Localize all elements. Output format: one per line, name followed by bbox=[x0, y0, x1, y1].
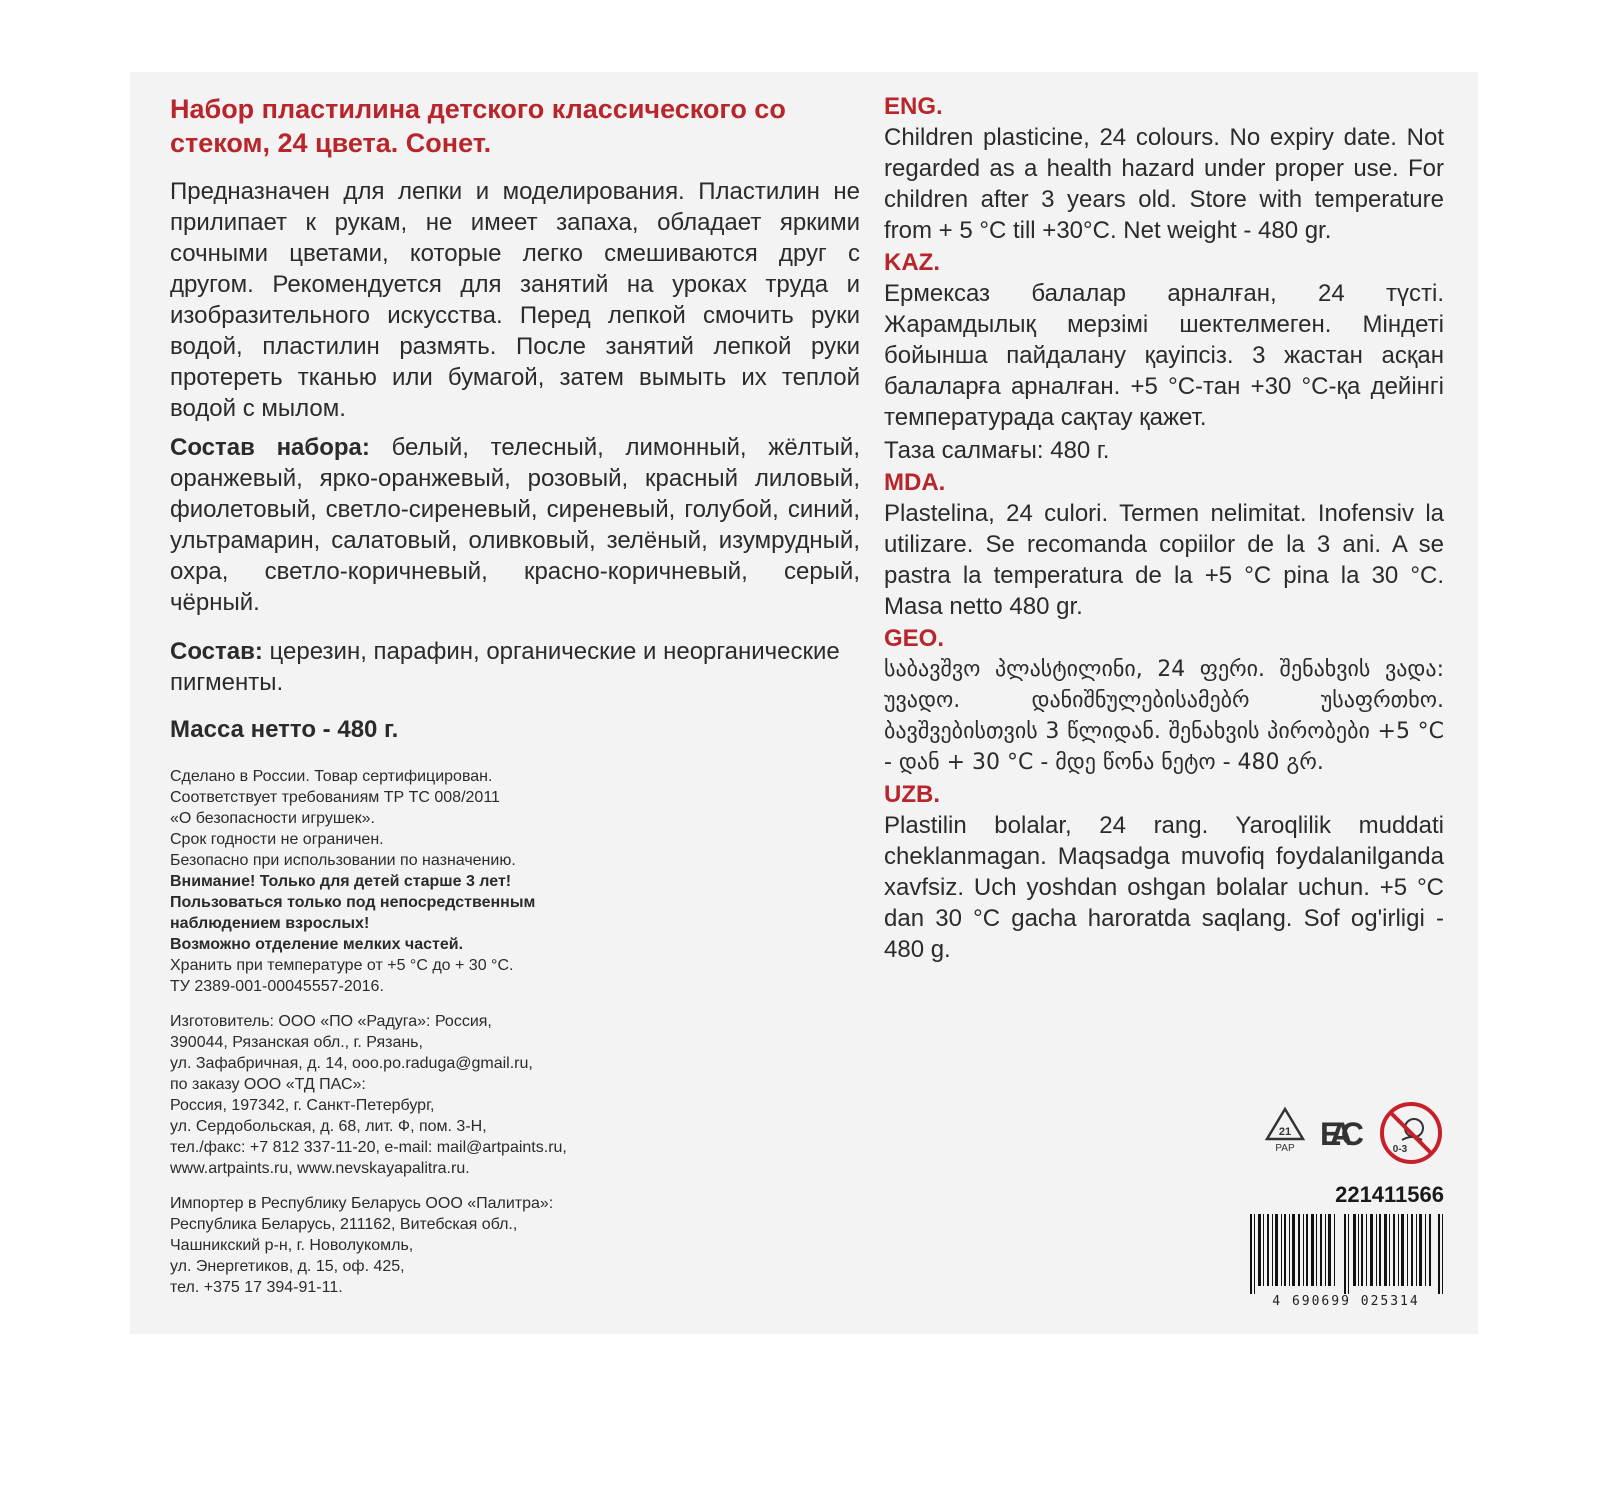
age-label: 0-3 bbox=[1392, 1144, 1408, 1155]
info-line: Безопасно при использовании по назначению. bbox=[170, 852, 516, 869]
warning-line: наблюдением взрослых! bbox=[170, 915, 370, 932]
article-number: 221411566 bbox=[1335, 1182, 1444, 1207]
lang-weight-kaz: Таза салмағы: 480 г. bbox=[884, 437, 1110, 464]
info-block bbox=[170, 766, 860, 997]
label-panel bbox=[130, 72, 1478, 1334]
certification-marks bbox=[1264, 1100, 1444, 1170]
lang-text-mda: Plastelina, 24 culori. Termen nelimitat. Inofensiv la utilizare. Se recomanda copiilor de la 3 ani. A se pastra la temperatura de la +5 °C pina la 30 °C. Masa netto 480 gr. bbox=[884, 500, 1444, 620]
importer-line: Импортер в Республику Беларусь ООО «Палитра»: bbox=[170, 1195, 554, 1212]
product-title: Набор пластилина детского классического со стеком, 24 цвета. Сонет. bbox=[170, 94, 786, 158]
importer-block bbox=[170, 1193, 860, 1298]
lang-heading-eng: ENG. bbox=[884, 93, 943, 120]
manufacturer-line: ул. Сердобольская, д. 68, лит. Ф, пом. 3-Н, bbox=[170, 1118, 487, 1135]
age-warning-icon bbox=[1378, 1100, 1444, 1166]
lang-text-kaz: Ермексаз балалар арналған, 24 түсті. Жарамдылық мерзімі шектелмеген. Міндеті бойынша пайдалану қауіпсіз. 3 жастан асқан балаларға арналған. +5 °С-тан +30 °С-қа дейінгі температурада сақтау қажет. bbox=[884, 280, 1444, 431]
importer-line: Чашникский р-н, г. Новолукомль, bbox=[170, 1237, 414, 1254]
recycle-label: PAP bbox=[1275, 1143, 1295, 1154]
lang-text-eng: Children plasticine, 24 colours. No expiry date. Not regarded as a health hazard under proper use. For children after 3 years old. Store with temperature from + 5 °C till +30°C. Net weight - 480 gr. bbox=[884, 124, 1444, 244]
info-line: Соответствует требованиям ТР ТС 008/2011 bbox=[170, 789, 500, 806]
composition-text: церезин, парафин, органические и неорганические пигменты. bbox=[170, 638, 840, 696]
russian-column bbox=[170, 92, 860, 1312]
composition-label: Состав: bbox=[170, 638, 263, 665]
storage-line: Хранить при температуре от +5 °С до + 30 °С. bbox=[170, 957, 514, 974]
info-line: Сделано в России. Товар сертифицирован. bbox=[170, 768, 493, 785]
info-line: Срок годности не ограничен. bbox=[170, 831, 384, 848]
set-composition-label: Состав набора: bbox=[170, 434, 370, 461]
manufacturer-line: по заказу ООО «ТД ПАС»: bbox=[170, 1076, 366, 1093]
barcode-digits: 4 690699 025314 bbox=[1272, 1294, 1420, 1309]
lang-heading-uzb: UZB. bbox=[884, 781, 940, 808]
importer-line: Республика Беларусь, 211162, Витебская обл., bbox=[170, 1216, 518, 1233]
manufacturer-line: www.artpaints.ru, www.nevskayapalitra.ru. bbox=[170, 1160, 470, 1177]
translations-column bbox=[884, 92, 1444, 967]
warning-line: Возможно отделение мелких частей. bbox=[170, 936, 464, 953]
warning-line: Пользоваться только под непосредственным bbox=[170, 894, 536, 911]
description-text: Предназначен для лепки и моделирования. Пластилин не прилипает к рукам, не имеет запаха, обладает яркими сочными цветами, которые легко смешиваются друг с другом. Рекомендуется для занятий на уроках труда и изобразительного искусства. Перед лепкой смочить руки водой, пластилин размять. После занятий лепкой руки протереть тканью или бумагой, затем вымыть их теплой водой с мылом. bbox=[170, 178, 860, 422]
importer-line: тел. +375 17 394-91-11. bbox=[170, 1279, 343, 1296]
manufacturer-line: 390044, Рязанская обл., г. Рязань, bbox=[170, 1034, 423, 1051]
manufacturer-line: Россия, 197342, г. Санкт-Петербург, bbox=[170, 1097, 435, 1114]
set-composition-text: белый, телесный, лимонный, жёлтый, оранжевый, ярко-оранжевый, розовый, красный лиловый, фиолетовый, светло-сиреневый, сиреневый, голубой, синий, ультрамарин, салатовый, оливковый, зелёный, изумрудный, охра, светло-коричневый, красно-коричневый, серый, чёрный. bbox=[170, 434, 860, 616]
manufacturer-line: ул. Зафабричная, д. 14, ooo.po.raduga@gmail.ru, bbox=[170, 1055, 533, 1072]
lang-heading-kaz: KAZ. bbox=[884, 249, 940, 276]
net-mass: Масса нетто - 480 г. bbox=[170, 716, 399, 743]
barcode-icon bbox=[1248, 1214, 1448, 1294]
manufacturer-line: тел./факс: +7 812 337-11-20, e-mail: mail@artpaints.ru, bbox=[170, 1139, 567, 1156]
lang-heading-mda: MDA. bbox=[884, 469, 946, 496]
recycle-code: 21 bbox=[1278, 1126, 1292, 1138]
importer-line: ул. Энергетиков, д. 15, оф. 425, bbox=[170, 1258, 405, 1275]
eac-mark-icon bbox=[1318, 1112, 1366, 1152]
lang-heading-geo: GEO. bbox=[884, 625, 945, 652]
manufacturer-block bbox=[170, 1011, 860, 1179]
lang-text-geo: საბავშვო პლასტილინი, 24 ფერი. შენახვის ვადა: უვადო. დანიშნულებისამებრ უსაფრთხო. ბავშვებისთვის 3 წლიდან. შენახვის პირობები +5 °C - დან + 30 °C - მდე წონა ნეტო - 480 გრ. bbox=[884, 657, 1444, 775]
manufacturer-line: Изготовитель: ООО «ПО «Радуга»: Россия, bbox=[170, 1013, 492, 1030]
composition bbox=[170, 636, 860, 698]
set-composition bbox=[170, 432, 860, 618]
recycle-pap-icon bbox=[1264, 1106, 1306, 1154]
storage-line: ТУ 2389-001-00045557-2016. bbox=[170, 978, 384, 995]
lang-text-uzb: Plastilin bolalar, 24 rang. Yaroqlilik muddati cheklanmagan. Maqsadga muvofiq foydalanilganda xavfsiz. Uch yoshdan oshgan bolalar uchun. +5 °C dan 30 °C gacha haroratda saqlang. Sof og'irligi - 480 g. bbox=[884, 812, 1444, 963]
eac-text: EAC bbox=[1320, 1116, 1364, 1152]
info-line: «О безопасности игрушек». bbox=[170, 810, 375, 827]
warning-line: Внимание! Только для детей старше 3 лет! bbox=[170, 873, 512, 890]
